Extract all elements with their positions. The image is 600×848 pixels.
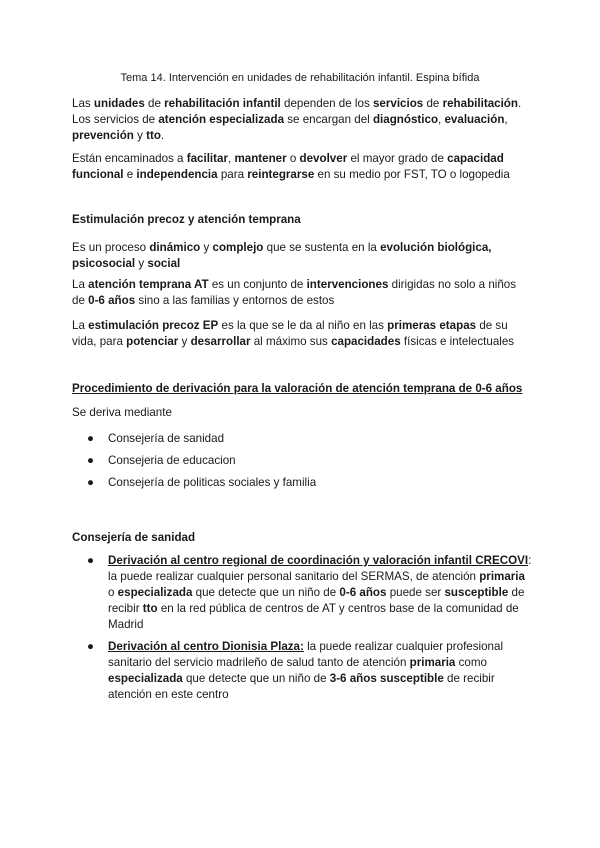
bold-text-run: 0-6 años — [339, 586, 387, 599]
text-run: y — [200, 241, 213, 254]
bold-text-run: atención especializada — [158, 113, 285, 126]
bold-text-run: primaria — [409, 656, 456, 669]
bold-text-run: primaria — [479, 570, 525, 583]
text-run: en la red pública de centros de AT y centros base de la comunidad de Madrid — [108, 602, 519, 631]
text-run: la puede realizar cualquier profesional sanitario del servicio madrileño de salud tanto de atención — [108, 640, 504, 669]
list-item-label: Consejería de sanidad — [108, 432, 225, 445]
text-run: Están encaminados a — [72, 152, 187, 165]
estimulacion-paragraph-3 — [72, 318, 532, 350]
text-run: el mayor grado de — [347, 152, 448, 165]
bold-text-run: independencia — [136, 168, 218, 181]
text-run: . — [160, 129, 165, 142]
bold-text-run: intervenciones — [306, 278, 389, 291]
text-run: de — [144, 97, 165, 110]
bold-text-run: social — [147, 257, 181, 270]
text-run: en su medio por FST, TO o logopedia — [314, 168, 510, 181]
text-run: dependen de los — [280, 97, 373, 110]
bold-text-run: capacidades — [331, 335, 401, 348]
intro-paragraph-1 — [72, 96, 532, 144]
text-run: : la puede realizar cualquier personal sanitario del SERMAS, de atención — [108, 554, 532, 583]
bullet-icon: ● — [87, 640, 95, 653]
text-run: o — [286, 152, 300, 165]
text-run: dirigidas no solo a niños de — [72, 278, 517, 307]
bold-text-run: devolver — [299, 152, 348, 165]
text-run: e — [123, 168, 137, 181]
list-item-text — [108, 554, 531, 631]
bold-text-run: susceptible — [444, 586, 509, 599]
text-run: que detecte que un niño de — [182, 672, 330, 685]
bold-text-run: primeras etapas — [387, 319, 477, 332]
text-run: de su vida, para — [72, 319, 508, 348]
text-run: . Los servicios de — [72, 97, 522, 126]
bold-text-run: facilitar — [186, 152, 228, 165]
bold-text-run: rehabilitación — [442, 97, 518, 110]
heading-estimulacion: Estimulación precoz y atención temprana — [72, 213, 301, 226]
text-run: de — [423, 97, 443, 110]
bold-text-run: 3-6 años susceptible — [329, 672, 444, 685]
text-run: que se sustenta en la — [263, 241, 381, 254]
bold-text-run: evolución biológica, psicosocial — [72, 241, 492, 270]
text-run: Las — [72, 97, 94, 110]
bold-text-run: atención temprana AT — [88, 278, 209, 291]
text-run: Es un proceso — [72, 241, 150, 254]
list-item-text — [108, 640, 503, 701]
bullet-icon: ● — [87, 476, 95, 489]
text-run: y — [178, 335, 191, 348]
bold-text-run: mantener — [234, 152, 287, 165]
bullet-icon: ● — [87, 554, 95, 567]
bold-text-run: dinámico — [149, 241, 201, 254]
bold-text-run: rehabilitación infantil — [164, 97, 281, 110]
list-item — [72, 639, 532, 703]
bold-text-run: unidades — [93, 97, 145, 110]
text-run: , — [438, 113, 445, 126]
bullet-icon: ● — [87, 432, 95, 445]
procedimiento-intro: Se deriva mediante — [72, 406, 172, 419]
text-run: como — [455, 656, 487, 669]
list-item — [72, 553, 532, 633]
bold-text-run: servicios — [372, 97, 424, 110]
text-run: para — [217, 168, 248, 181]
list-item — [72, 454, 532, 467]
estimulacion-paragraph-2 — [72, 277, 532, 309]
bold-text-run: desarrollar — [190, 335, 251, 348]
document-title: Tema 14. Intervención en unidades de rehabilitación infantil. Espina bífida — [120, 72, 480, 84]
text-run: que detecte que un niño de — [192, 586, 340, 599]
list-item — [72, 476, 532, 489]
bold-text-run: reintegrarse — [247, 168, 315, 181]
intro-paragraph-2 — [72, 151, 532, 183]
text-run: La — [72, 278, 89, 291]
bold-text-run: especializada — [108, 672, 183, 685]
text-run: sino a las familias y entornos de estos — [135, 294, 335, 307]
bold-text-run: complejo — [212, 241, 264, 254]
bold-text-run: Derivación al centro regional de coordinación y valoración infantil CRECOVI — [108, 554, 529, 567]
text-run: puede ser — [386, 586, 445, 599]
bold-text-run: tto — [142, 602, 158, 615]
text-run: al máximo sus — [250, 335, 332, 348]
bold-text-run: tto — [146, 129, 161, 142]
text-run: de recibir — [108, 586, 525, 615]
bold-text-run: Derivación al centro Dionisia Plaza: — [108, 640, 304, 653]
list-item-label: Consejeria de educacion — [108, 454, 236, 467]
bold-text-run: evaluación — [444, 113, 505, 126]
procedimiento-list — [72, 432, 532, 489]
text-run: de recibir atención en este centro — [108, 672, 495, 701]
bold-text-run: diagnóstico — [372, 113, 439, 126]
text-run: , — [227, 152, 235, 165]
bold-text-run: capacidad funcional — [72, 152, 504, 181]
list-item — [72, 432, 532, 445]
text-run: y — [135, 257, 148, 270]
bold-text-run: 0-6 años — [88, 294, 136, 307]
bullet-icon: ● — [87, 454, 95, 467]
text-run: es un conjunto de — [208, 278, 307, 291]
bold-text-run: potenciar — [126, 335, 179, 348]
estimulacion-paragraph-1 — [72, 240, 532, 272]
heading-procedimiento: Procedimiento de derivación para la valoración de atención temprana de 0-6 años — [72, 382, 523, 395]
list-item-label: Consejería de politicas sociales y familia — [108, 476, 317, 489]
heading-sanidad: Consejería de sanidad — [72, 531, 196, 544]
text-run: físicas e intelectuales — [400, 335, 515, 348]
text-run: La — [72, 319, 89, 332]
bold-text-run: prevención — [72, 129, 134, 142]
sanidad-list — [72, 553, 532, 703]
text-run: , — [504, 113, 508, 126]
text-run: o — [108, 586, 118, 599]
text-run: es la que se le da al niño en las — [218, 319, 388, 332]
text-run: y — [133, 129, 147, 142]
bold-text-run: estimulación precoz EP — [88, 319, 219, 332]
text-run: se encargan del — [284, 113, 373, 126]
bold-text-run: especializada — [117, 586, 193, 599]
